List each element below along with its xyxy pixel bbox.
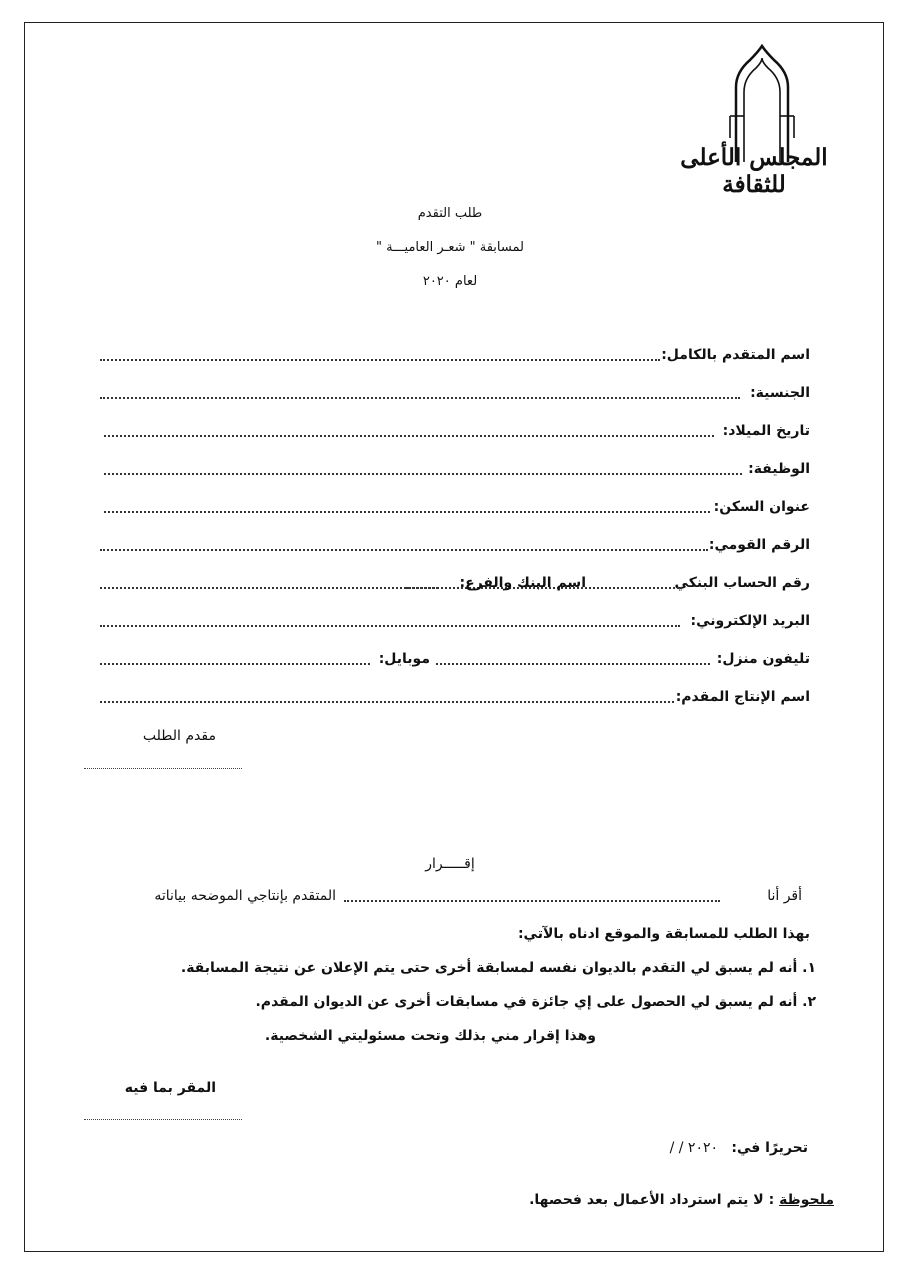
field-occupation: [96, 461, 810, 483]
mobile-input[interactable]: [100, 663, 370, 665]
form-title: طلب التقدم: [417, 206, 483, 221]
occupation-input[interactable]: [104, 473, 742, 475]
declaration-line2: بهذا الطلب للمسابقة والموقع ادناه بالآتي:: [517, 926, 810, 942]
address-input[interactable]: [104, 511, 710, 513]
field-label: تليفون منزل:: [716, 651, 810, 667]
field-work-title: [96, 689, 810, 711]
field-national-id: [96, 537, 810, 559]
declaration-item-1: ١. أنه لم يسبق لي التقدم بالديوان نفسه لمسابقة أخرى حتى يتم الإعلان عن نتيجة المسابقة.: [180, 960, 816, 976]
birth-date-input[interactable]: [104, 435, 714, 437]
date-label: تحريرًا في:: [731, 1140, 808, 1156]
field-label: اسم المتقدم بالكامل:: [661, 347, 810, 363]
note: [529, 1192, 834, 1208]
field-label: الوظيفة:: [748, 461, 810, 477]
field-label: رقم الحساب البنكي: [674, 575, 810, 591]
home-phone-input[interactable]: [436, 663, 710, 665]
field-label: الرقم القومي:: [708, 537, 810, 553]
field-label: الجنسية:: [750, 385, 810, 401]
competition-name: لمسابقة " شعـر العاميـــة ": [376, 240, 524, 255]
logo-text: المجلس الأعلى للثقافة: [680, 144, 828, 198]
field-nationality: [96, 385, 810, 407]
declaration-item-2: ٢. أنه لم يسبق لي الحصول على إي جائزة في مسابقات أخرى عن الديوان المقدم.: [255, 994, 816, 1010]
field-email: [96, 613, 810, 635]
field-birth-date: [96, 423, 810, 445]
field-address: [96, 499, 810, 521]
note-label: ملحوظة: [779, 1192, 834, 1208]
bank-branch-input[interactable]: [100, 587, 438, 589]
field-label-mobile: موبايل:: [378, 651, 430, 667]
email-input[interactable]: [100, 625, 680, 627]
declaration-title: إقـــــرار: [425, 856, 475, 872]
nationality-input[interactable]: [100, 397, 740, 399]
date-value[interactable]: / / ٢٠٢٠: [669, 1140, 718, 1156]
applicant-signature-line[interactable]: [84, 768, 242, 769]
national-id-input[interactable]: [100, 549, 708, 551]
field-full-name: [96, 347, 810, 369]
note-text: : لا يتم استرداد الأعمال بعد فحصها.: [529, 1192, 775, 1208]
field-label: عنوان السكن:: [713, 499, 810, 515]
field-label: البريد الإلكتروني:: [690, 613, 810, 629]
field-bank: [96, 575, 810, 597]
field-label-bank-branch: اسم البنك والفرع:: [459, 575, 586, 591]
declaration-line1-end: المتقدم بإنتاجي الموضحه بياناته: [154, 888, 336, 904]
declarant-signature-label: المقر بما فيه: [124, 1080, 216, 1096]
field-phone: [96, 651, 810, 673]
declarant-signature-line[interactable]: [84, 1119, 242, 1120]
field-label: اسم الإنتاج المقدم:: [675, 689, 810, 705]
declaration-closing: وهذا إقرار مني بذلك وتحت مسئوليتي الشخصية.: [264, 1028, 596, 1044]
declarant-name-input[interactable]: [344, 900, 720, 902]
full-name-input[interactable]: [100, 359, 660, 361]
applicant-signature-label: مقدم الطلب: [142, 728, 216, 744]
declaration-line1-start: أقر أنا: [767, 888, 802, 904]
competition-year: لعام ٢٠٢٠: [422, 274, 478, 289]
field-label: تاريخ الميلاد:: [722, 423, 810, 439]
work-title-input[interactable]: [100, 701, 674, 703]
council-logo: [666, 42, 842, 198]
